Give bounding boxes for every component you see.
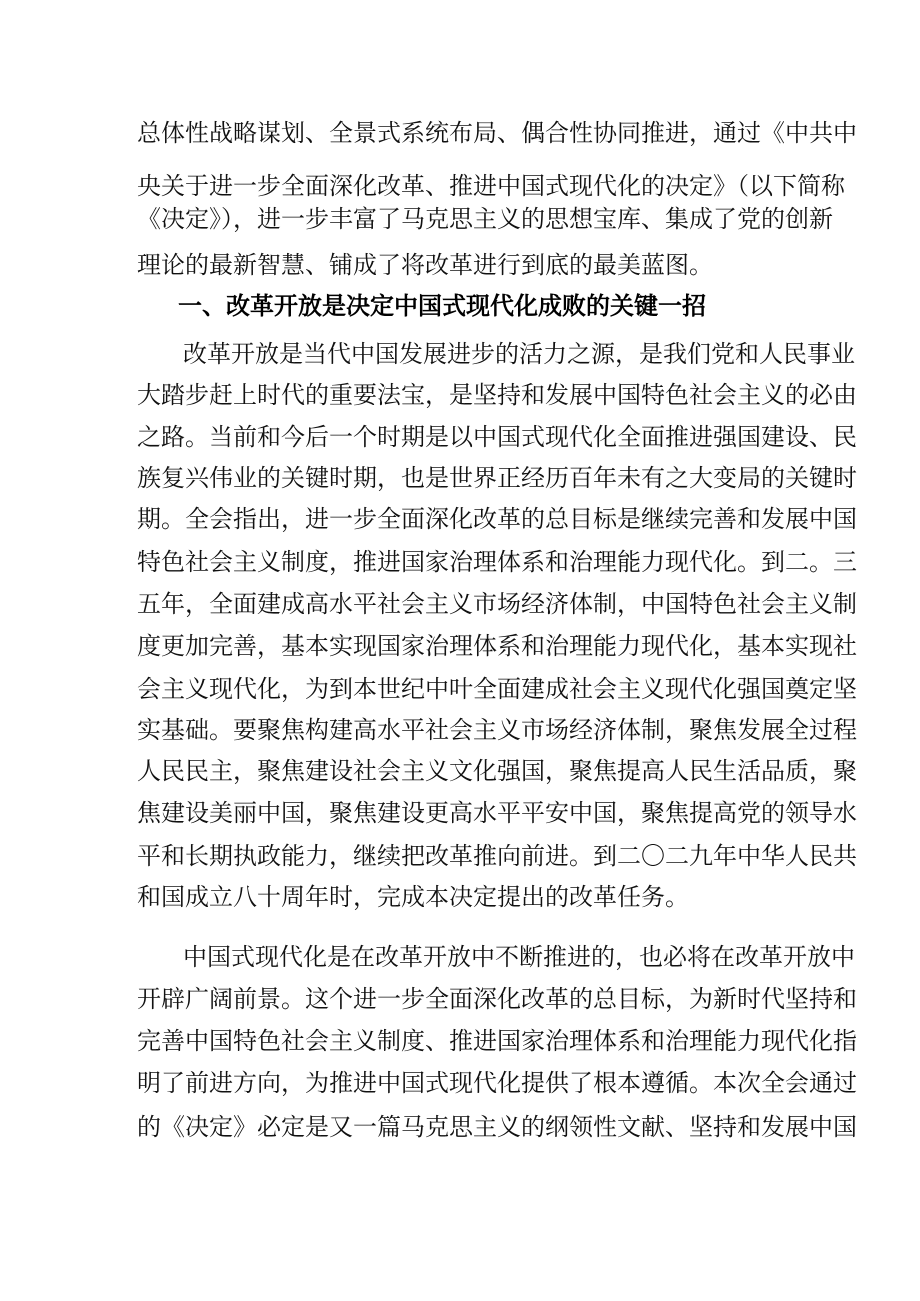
paragraph-line: 完善中国特色社会主义制度、推进国家治理体系和治理能力现代化指 bbox=[137, 1027, 857, 1055]
paragraph-line: 明了前进方向，为推进中国式现代化提供了根本遵循。本次全会通过 bbox=[137, 1069, 857, 1097]
paragraph-line: 族复兴伟业的关键时期，也是世界正经历百年未有之大变局的关键时 bbox=[137, 464, 857, 492]
paragraph-line: 焦建设美丽中国，聚焦建设更高水平平安中国，聚焦提高党的领导水 bbox=[137, 799, 857, 827]
paragraph-line: 实基础。要聚焦构建高水平社会主义市场经济体制，聚焦发展全过程 bbox=[137, 716, 857, 744]
paragraph-line: 之路。当前和今后一个时期是以中国式现代化全面推进强国建设、民 bbox=[137, 423, 857, 451]
paragraph-line: 五年，全面建成高水平社会主义市场经济体制，中国特色社会主义制 bbox=[137, 590, 857, 618]
paragraph-line: 中国式现代化是在改革开放中不断推进的，也必将在改革开放中 bbox=[183, 943, 855, 971]
paragraph-line: 特色社会主义制度，推进国家治理体系和治理能力现代化。到二。三 bbox=[137, 548, 857, 576]
paragraph-line: 开辟广阔前景。这个进一步全面深化改革的总目标，为新时代坚持和 bbox=[137, 985, 857, 1013]
paragraph-line: 期。全会指出，进一步全面深化改革的总目标是继续完善和发展中国 bbox=[137, 505, 857, 533]
intro-line: 央关于进一步全面深化改革、推进中国式现代化的决定》（以下简称 bbox=[137, 172, 845, 200]
intro-line: 《决定》），进一步丰富了马克思主义的思想宝库、集成了党的创新 bbox=[137, 205, 833, 233]
intro-line: 总体性战略谋划、全景式系统布局、偶合性协同推进，通过《中共中 bbox=[137, 119, 857, 147]
paragraph-line: 改革开放是当代中国发展进步的活力之源，是我们党和人民事业 bbox=[183, 340, 855, 368]
paragraph-line: 的《决定》必定是又一篇马克思主义的纲领性文献、坚持和发展中国 bbox=[137, 1113, 857, 1141]
intro-line: 理论的最新智慧、铺成了将改革进行到底的最美蓝图。 bbox=[137, 251, 713, 279]
paragraph-line: 会主义现代化，为到本世纪中叶全面建成社会主义现代化强国奠定坚 bbox=[137, 675, 857, 703]
section-heading: 一、改革开放是决定中国式现代化成败的关键一招 bbox=[178, 292, 706, 320]
paragraph-line: 和国成立八十周年时，完成本决定提出的改革任务。 bbox=[137, 883, 689, 911]
paragraph-line: 度更加完善，基本实现国家治理体系和治理能力现代化，基本实现社 bbox=[137, 632, 857, 660]
paragraph-line: 人民民主，聚焦建设社会主义文化强国，聚焦提高人民生活品质，聚 bbox=[137, 757, 857, 785]
paragraph-line: 大踏步赶上时代的重要法宝，是坚持和发展中国特色社会主义的必由 bbox=[137, 381, 857, 409]
paragraph-line: 平和长期执政能力，继续把改革推向前进。到二〇二九年中华人民共 bbox=[137, 842, 857, 870]
